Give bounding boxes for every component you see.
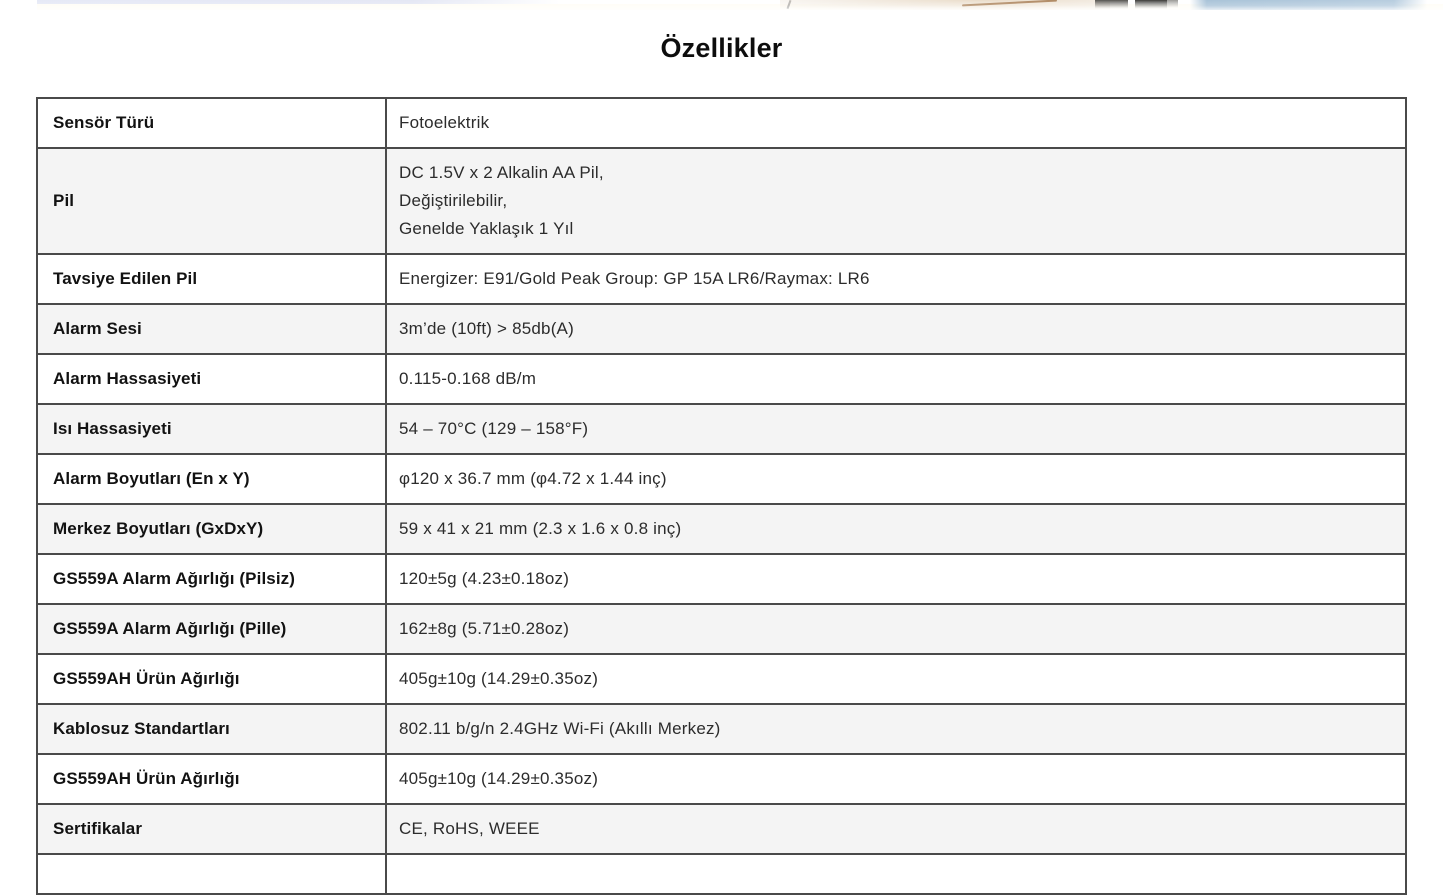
spec-label: Merkez Boyutları (GxDxY)	[37, 504, 386, 554]
spec-table	[36, 97, 1407, 895]
spec-label: Sertifikalar	[37, 804, 386, 854]
spec-value: φ120 x 36.7 mm (φ4.72 x 1.44 inç)	[386, 454, 1406, 504]
spec-label: Alarm Boyutları (En x Y)	[37, 454, 386, 504]
spec-row	[37, 254, 1406, 304]
spec-value: 3m’de (10ft) > 85db(A)	[386, 304, 1406, 354]
page-title: Özellikler	[660, 33, 783, 63]
spec-value	[386, 854, 1406, 894]
spec-row	[37, 148, 1406, 254]
spec-label: Sensör Türü	[37, 98, 386, 148]
spec-value: 162±8g (5.71±0.28oz)	[386, 604, 1406, 654]
spec-value: Fotoelektrik	[386, 98, 1406, 148]
spec-value: 405g±10g (14.29±0.35oz)	[386, 754, 1406, 804]
spec-row	[37, 504, 1406, 554]
spec-label: Tavsiye Edilen Pil	[37, 254, 386, 304]
spec-value: 54 – 70°C (129 – 158°F)	[386, 404, 1406, 454]
spec-label: Alarm Hassasiyeti	[37, 354, 386, 404]
spec-value: DC 1.5V x 2 Alkalin AA Pil, Değiştirilebilir, Genelde Yaklaşık 1 Yıl	[386, 148, 1406, 254]
spec-label: Alarm Sesi	[37, 304, 386, 354]
spec-row	[37, 98, 1406, 148]
spec-value: 405g±10g (14.29±0.35oz)	[386, 654, 1406, 704]
spec-row	[37, 754, 1406, 804]
spec-value: Energizer: E91/Gold Peak Group: GP 15A LR6/Raymax: LR6	[386, 254, 1406, 304]
spec-label: Pil	[37, 148, 386, 254]
spec-value: 120±5g (4.23±0.18oz)	[386, 554, 1406, 604]
spec-value: CE, RoHS, WEEE	[386, 804, 1406, 854]
spec-label: GS559AH Ürün Ağırlığı	[37, 754, 386, 804]
spec-row	[37, 704, 1406, 754]
spec-row	[37, 554, 1406, 604]
spec-row	[37, 404, 1406, 454]
spec-label: GS559A Alarm Ağırlığı (Pille)	[37, 604, 386, 654]
spec-value: 802.11 b/g/n 2.4GHz Wi-Fi (Akıllı Merkez)	[386, 704, 1406, 754]
spec-row	[37, 654, 1406, 704]
hero-photo-fragment	[0, 0, 1443, 14]
spec-row	[37, 354, 1406, 404]
spec-label	[37, 854, 386, 894]
spec-label: GS559AH Ürün Ağırlığı	[37, 654, 386, 704]
spec-label: Isı Hassasiyeti	[37, 404, 386, 454]
spec-row	[37, 304, 1406, 354]
spec-value: 0.115-0.168 dB/m	[386, 354, 1406, 404]
spec-row	[37, 454, 1406, 504]
spec-value: 59 x 41 x 21 mm (2.3 x 1.6 x 0.8 inç)	[386, 504, 1406, 554]
spec-label: Kablosuz Standartları	[37, 704, 386, 754]
spec-label: GS559A Alarm Ağırlığı (Pilsiz)	[37, 554, 386, 604]
spec-row	[37, 604, 1406, 654]
spec-row-partial	[37, 854, 1406, 894]
hero-fade-overlay	[0, 0, 1443, 14]
spec-row	[37, 804, 1406, 854]
